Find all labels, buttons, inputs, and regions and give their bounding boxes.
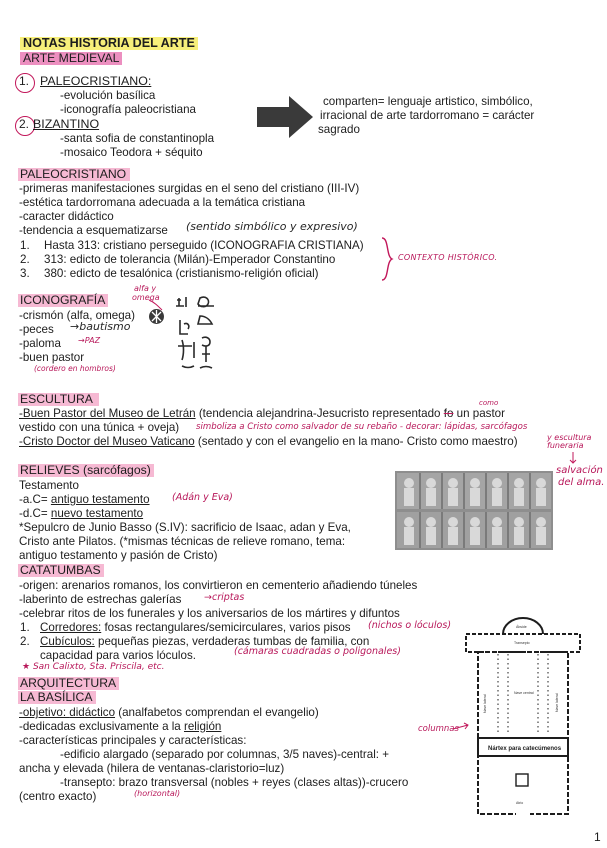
- escultura-line-2: vestido con una túnica + oveja): [19, 421, 180, 434]
- paleo-num-3-text: 380: edicto de tesalónica (cristianismo-religión oficial): [44, 267, 319, 280]
- catacumbas-corredores: [40, 621, 351, 634]
- arq-dedicadas: [19, 720, 221, 733]
- escultura-line2-note: simboliza a Cristo como salvador de su rebaño - decorar: lápidas, sarcófagos: [196, 422, 528, 432]
- basilica-floor-plan-image: [458, 614, 588, 820]
- paleo-brace-note: CONTEXTO HISTÓRICO.: [398, 253, 498, 262]
- relieves-sepulcro-2: Cristo ante Pilatos. (*mismas técnicas de relieve romano, tema:: [19, 535, 346, 548]
- page-title: NOTAS HISTORIA DEL ARTE: [20, 37, 198, 50]
- catacumbas-line-1: -origen: arenarios romanos, los convirtieron en cementerio añadiendo túneles: [19, 579, 418, 592]
- catacumbas-n1: 1.: [20, 621, 30, 634]
- paleo-num-2-text: 313: edicto de tolerancia (Milán)-Emperador Constantino: [44, 253, 336, 266]
- relieves-ac: [19, 493, 150, 506]
- escultura-line1-tail: un pastor: [456, 407, 505, 420]
- catacumbas-corredores-note: (nichos o lóculos): [368, 620, 452, 631]
- right-brace-icon: [380, 236, 394, 282]
- dedicadas-u: religión: [183, 720, 222, 733]
- intro-bizantino-sub-1: -santa sofia de constantinopla: [60, 132, 215, 145]
- plan-label-nave-central: Nave central: [514, 691, 534, 695]
- escultura-line3-rest: (sentado y con el evangelio en la mano- Cristo como maestro): [194, 435, 518, 448]
- catacumbas-cubiculos-note: (cámaras cuadradas o poligonales): [234, 646, 401, 657]
- escultura-letran-u: -Buen Pastor del Museo de Letrán: [19, 407, 196, 420]
- icono-line-paloma: -paloma: [19, 337, 61, 350]
- plan-label-abside: Ábside: [516, 625, 527, 629]
- arrow-text-2: irracional de arte tardorromano = carácter: [320, 109, 535, 122]
- intro-bizantino-sub-2: -mosaico Teodora + séquito: [60, 146, 203, 159]
- columnas-note: columnas: [418, 724, 459, 734]
- corredores-u: Corredores:: [40, 621, 102, 634]
- objetivo-u: didáctico: [69, 706, 116, 719]
- paleo-num-2: 2.: [20, 253, 30, 266]
- arrow-text-3: sagrado: [318, 123, 360, 136]
- arq-caracteristicas: -características principales y características:: [19, 734, 247, 747]
- intro-num-1: 1.: [19, 74, 30, 88]
- intro-num-2: 2.: [19, 117, 30, 131]
- paleo-line-3: -caracter didáctico: [19, 210, 114, 223]
- relieves-dc: [19, 507, 143, 520]
- sarcophagus-relief-image: [395, 471, 553, 550]
- cubiculos-rest: pequeñas piezas, verdaderas tumbas de familia, con: [94, 635, 370, 648]
- arrow-text-1: comparten= lenguaje artistico, simbólico,: [323, 95, 533, 108]
- relieves-heading-text: RELIEVES: [20, 463, 80, 477]
- paleo-line-4: -tendencia a esquematizarse: [19, 224, 168, 237]
- paleo-tendencia-note: (sentido simbólico y expresivo): [186, 220, 358, 233]
- escultura-vaticano-u: -Cristo Doctor del Museo Vaticano: [19, 435, 195, 448]
- catacumbas-line-3: -celebrar ritos de los funerales y los aniversarios de los mártires y difuntos: [19, 607, 400, 620]
- icono-line-pastor: -buen pastor: [19, 351, 85, 364]
- relieves-sepulcro-3: antiguo testamento y pasión de Cristo): [19, 549, 218, 562]
- relieves-heading: [18, 464, 154, 477]
- paleo-heading: PALEOCRISTIANO: [18, 168, 130, 181]
- icono-alfa-note-1: alfa y: [134, 284, 157, 293]
- pink-down-arrow-icon: [568, 451, 578, 465]
- objetivo-rest: (analfabetos comprendan el evangelio): [115, 706, 319, 719]
- arq-transepto-note: (horizontal): [134, 789, 181, 798]
- escultura-margin-note-1: salvación: [556, 465, 603, 476]
- relieves-ac-u: antiguo testamento: [50, 493, 150, 506]
- escultura-como-note: como: [479, 399, 499, 407]
- plan-label-nave-lateral-2: Nave lateral: [555, 693, 559, 712]
- catacumbas-line-2: -laberinto de estrechas galerías: [19, 593, 182, 606]
- icono-alfa-note-2: omega: [132, 293, 160, 302]
- intro-paleo-sub-2: -iconografía paleocristiana: [60, 103, 196, 116]
- paleo-num-1-text: Hasta 313: cristiano perseguido (ICONOGRAFIA CRISTIANA): [44, 239, 364, 252]
- intro-paleo-sub-1: -evolución basílica: [60, 89, 156, 102]
- escultura-margin-note-2: del alma.: [558, 477, 605, 488]
- icono-line-crismon: -crismón (alfa, omega): [19, 309, 135, 322]
- relieves-ac-note: (Adán y Eva): [172, 492, 233, 503]
- basilica-subheading: LA BASÍLICA: [18, 691, 96, 704]
- relieves-dc-u: nuevo testamento: [50, 507, 144, 520]
- paleo-line-2: -estética tardorromana adecuada a la temática cristiana: [19, 196, 306, 209]
- objetivo-label: -objetivo:: [19, 706, 70, 719]
- arq-transepto-2: (centro exacto): [19, 790, 97, 803]
- arq-edificio-1: -edificio alargado (separado por columnas, 3/5 naves)-central: +: [60, 748, 389, 761]
- escultura-line1-rest: (tendencia alejandrina-Jesucristo representado: [195, 407, 441, 420]
- relieves-dc-label: -d.C=: [19, 507, 51, 520]
- chrismon-icon: [148, 308, 165, 325]
- iconography-symbols-image: [172, 294, 222, 378]
- icono-heading: ICONOGRAFÍA: [18, 294, 108, 307]
- plan-label-atrio: Atrio: [516, 801, 524, 805]
- arq-edificio-2: ancha y elevada (hilera de ventanas-claristorio=luz): [19, 762, 285, 775]
- arquitectura-heading: ARQUITECTURA: [18, 677, 119, 690]
- icono-line-peces: -peces: [19, 323, 54, 336]
- icono-pastor-note: (cordero en hombros): [34, 364, 116, 373]
- paleo-line-1: -primeras manifestaciones surgidas en el seno del cristiano (III-IV): [19, 182, 360, 195]
- icono-paloma-note: →PAZ: [78, 336, 101, 345]
- catacumbas-heading: CATATUMBAS: [18, 564, 104, 577]
- catacumbas-galerias-note: →criptas: [204, 592, 245, 603]
- relieves-ac-label: -a.C=: [19, 493, 51, 506]
- escultura-line3-note: y escultura funeraria: [547, 433, 592, 450]
- peces-note-text: bautismo: [79, 320, 131, 333]
- paloma-note-text: PAZ: [84, 336, 101, 345]
- right-arrow-icon: [255, 94, 315, 140]
- galerias-note-text: criptas: [211, 592, 245, 603]
- catacumbas-cubiculos-2: capacidad para varios lóculos.: [40, 649, 196, 662]
- plan-label-nave-lateral-1: Nave lateral: [483, 694, 487, 713]
- cubiculos-u: Cubículos:: [40, 635, 95, 648]
- catacumbas-examples-note: ★ San Calixto, Sta. Priscila, etc.: [22, 662, 165, 672]
- escultura-line-1: [19, 407, 505, 420]
- arq-transepto-1: -transepto: brazo transversal (nobles + reyes (clases altas))-crucero: [60, 776, 409, 789]
- relieves-heading-paren: (sarcófagos): [83, 463, 151, 477]
- plan-label-transepto: Transepto: [514, 641, 530, 645]
- dedicadas-a: -dedicadas exclusivamente a la: [19, 720, 184, 733]
- paleo-num-3: 3.: [20, 267, 30, 280]
- plan-label-nartex: Nártex para catecúmenos: [488, 746, 562, 752]
- examples-note-text: San Calixto, Sta. Priscila, etc.: [32, 662, 165, 672]
- escultura-line-3: [19, 435, 518, 448]
- corredores-rest: fosas rectangulares/semicirculares, varios pisos: [101, 621, 351, 634]
- intro-item-paleo: PALEOCRISTIANO:: [40, 74, 152, 88]
- arq-objetivo: [19, 706, 319, 719]
- escultura-heading: ESCULTURA: [18, 393, 99, 406]
- page-subtitle: ARTE MEDIEVAL: [20, 52, 122, 65]
- relieves-sepulcro-1: *Sepulcro de Junio Basso (S.IV): sacrificio de Isaac, adan y Eva,: [19, 521, 351, 534]
- paleo-num-1: 1.: [20, 239, 30, 252]
- relieves-testamento: Testamento: [19, 479, 79, 492]
- escultura-struck: fo: [443, 407, 454, 420]
- catacumbas-n2: 2.: [20, 635, 30, 648]
- icono-peces-note: →bautismo: [70, 320, 131, 333]
- intro-item-bizantino: BIZANTINO: [33, 117, 100, 131]
- page-number: 1: [594, 830, 601, 844]
